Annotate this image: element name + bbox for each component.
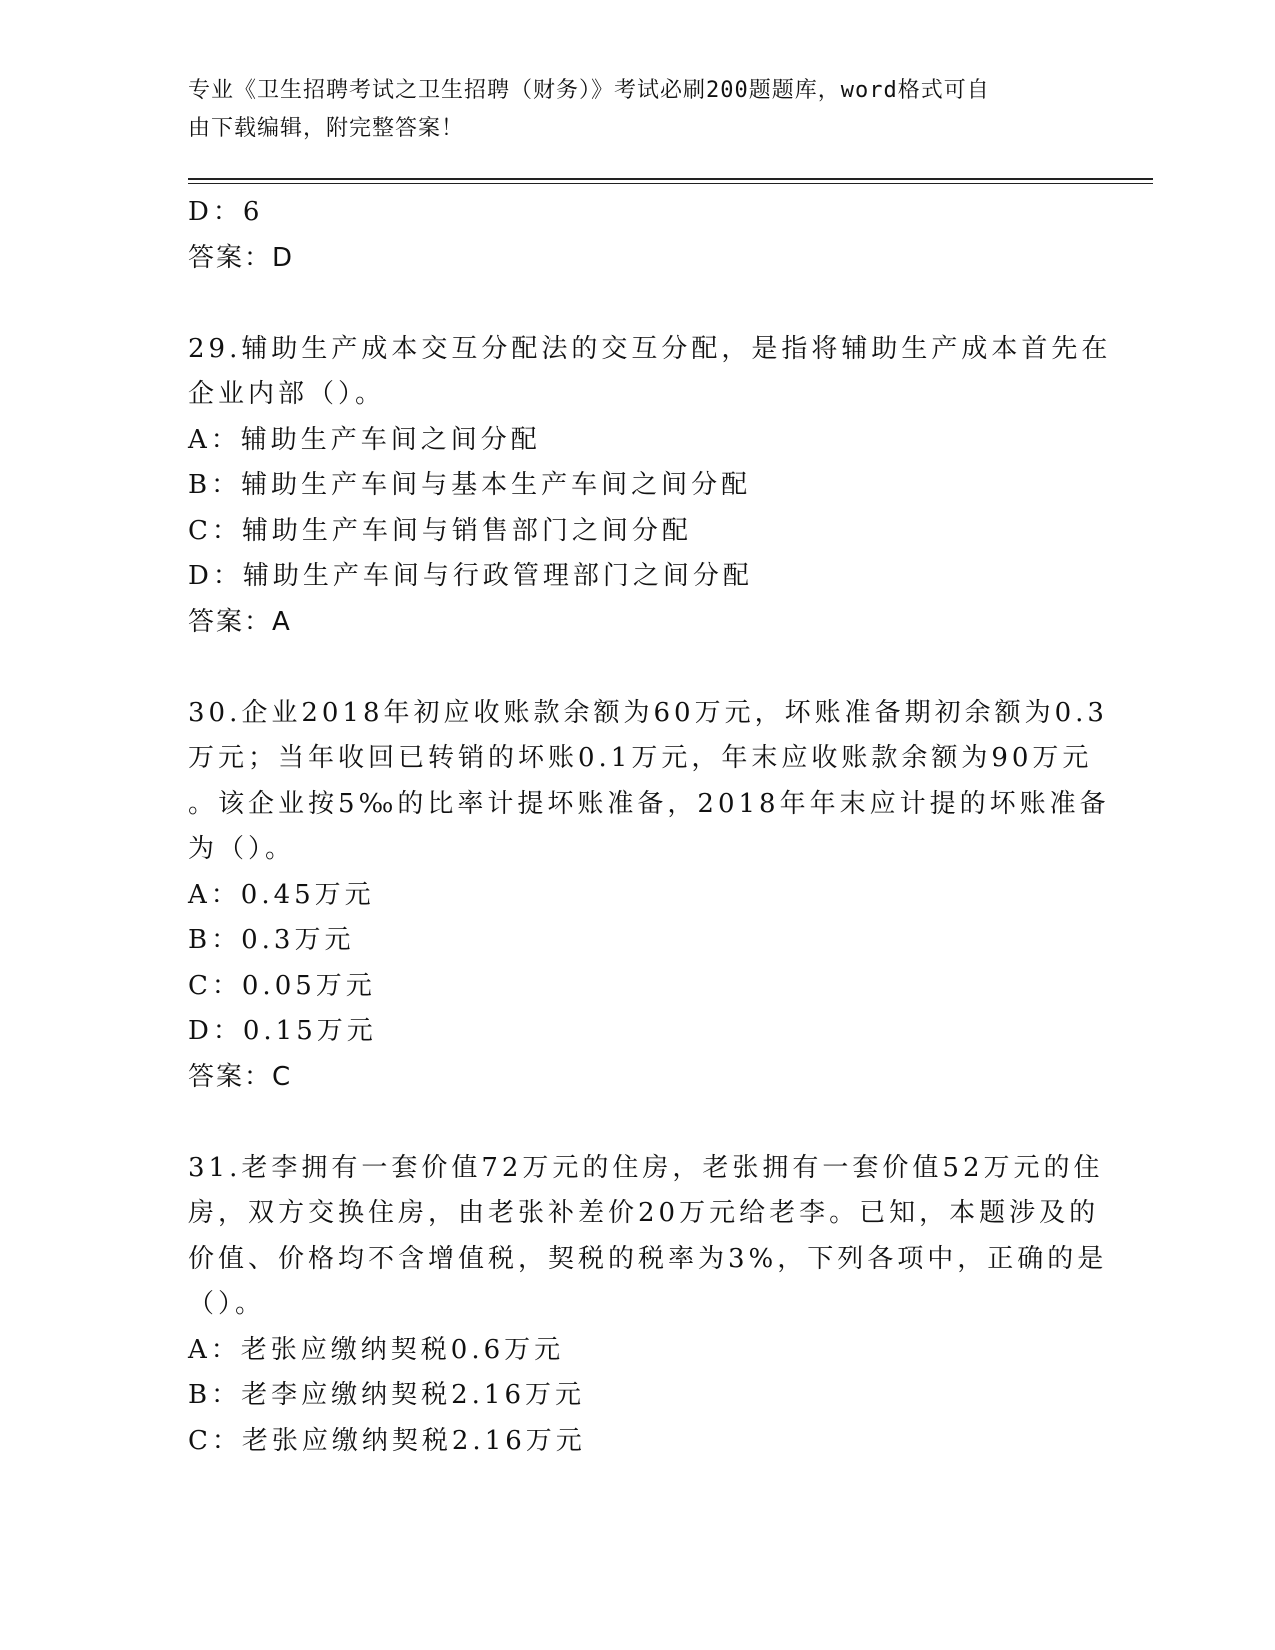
answer-line: 答案：A — [188, 606, 292, 637]
carryover-block — [188, 190, 1088, 281]
header-line-2: 由下载编辑，附完整答案！ — [188, 116, 465, 141]
header-divider-thin — [188, 183, 1153, 184]
option-b: B：0.3万元 — [188, 925, 355, 955]
option-a: A：辅助生产车间之间分配 — [188, 424, 541, 455]
question-stem-line: 29.辅助生产成本交互分配法的交互分配，是指将辅助生产成本首先在 — [188, 333, 1112, 364]
question-stem-line: 万元；当年收回已转销的坏账0.1万元，年末应收账款余额为90万元 — [188, 743, 1093, 773]
option-c: C：辅助生产车间与销售部门之间分配 — [188, 515, 692, 546]
answer-line: 答案：C — [188, 1061, 293, 1092]
question-stem-line: 房，双方交换住房，由老张补差价20万元给老李。已知，本题涉及的 — [188, 1198, 1100, 1228]
question-stem-line: 企业内部（）。 — [188, 379, 386, 409]
question-30 — [188, 691, 1110, 1101]
option-a: A：老张应缴纳契税0.6万元 — [188, 1334, 565, 1365]
question-stem-line: 价值、价格均不含增值税，契税的税率为3%，下列各项中，正确的是 — [188, 1243, 1108, 1274]
question-stem-line: （）。 — [188, 1289, 266, 1319]
option-c: C：0.05万元 — [188, 970, 376, 1001]
question-stem-line: 为（）。 — [188, 834, 296, 864]
option-b: B：辅助生产车间与基本生产车间之间分配 — [188, 470, 752, 500]
option-c: C：老张应缴纳契税2.16万元 — [188, 1425, 586, 1456]
document-body — [188, 190, 1112, 1464]
option-d: D：辅助生产车间与行政管理部门之间分配 — [188, 561, 753, 591]
question-31 — [188, 1146, 1108, 1465]
question-stem-line: 30.企业2018年初应收账款余额为60万元，坏账准备期初余额为0.3 — [188, 697, 1108, 728]
option-a: A：0.45万元 — [188, 879, 375, 910]
header-divider-thick — [188, 178, 1153, 180]
option-b: B：老李应缴纳契税2.16万元 — [188, 1380, 585, 1410]
question-29 — [188, 327, 1112, 646]
option-d: D：0.15万元 — [188, 1016, 377, 1046]
document-header — [188, 72, 1068, 148]
question-stem-line: 31.老李拥有一套价值72万元的住房，老张拥有一套价值52万元的住 — [188, 1152, 1104, 1183]
option-d: D：6 — [188, 197, 264, 227]
answer-line: 答案：D — [188, 242, 295, 273]
header-line-1: 专业《卫生招聘考试之卫生招聘（财务）》考试必刷200题题库，word格式可自 — [188, 78, 990, 103]
question-stem-line: 。该企业按5‰的比率计提坏账准备，2018年年末应计提的坏账准备 — [188, 788, 1110, 819]
